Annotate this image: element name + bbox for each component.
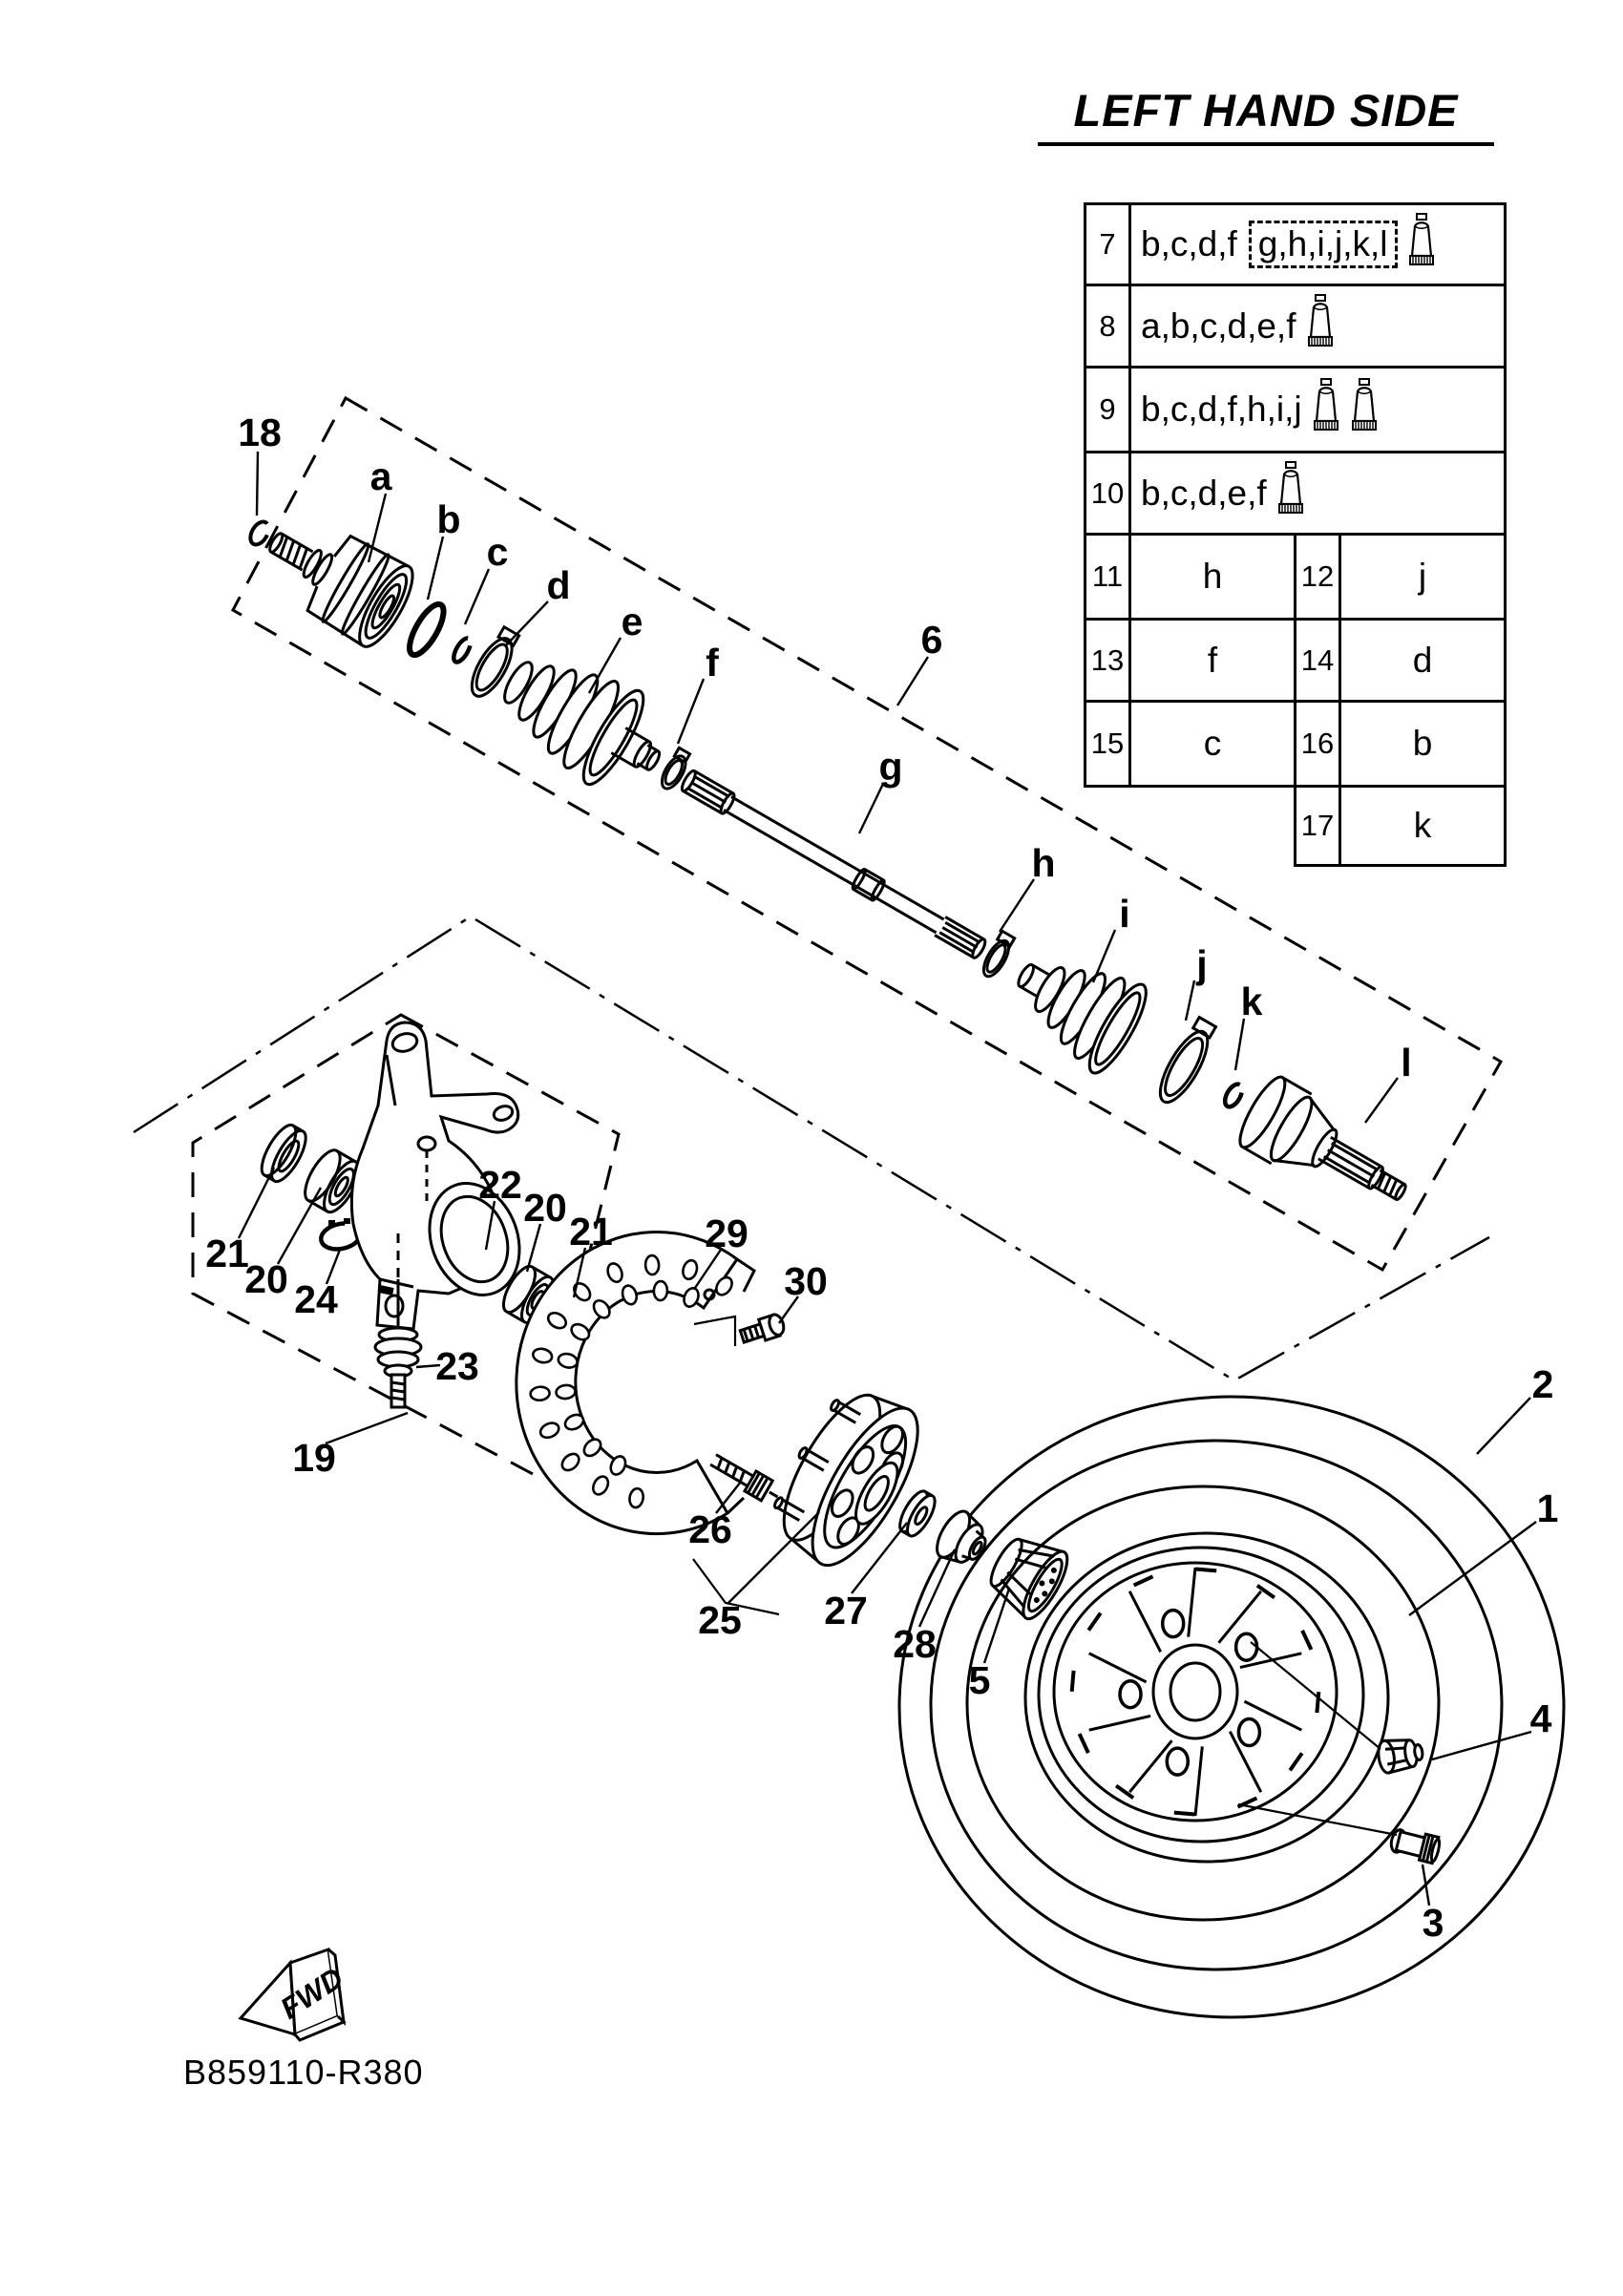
callout-label-29: 29 bbox=[705, 1211, 748, 1255]
table-row-letters bbox=[1338, 618, 1507, 703]
callout-label-b: b bbox=[436, 497, 461, 541]
callout-label-i: i bbox=[1119, 892, 1130, 936]
callout-leader-25 bbox=[727, 1512, 819, 1604]
clip-c bbox=[451, 636, 474, 664]
row-number-text: 7 bbox=[1099, 227, 1116, 261]
grease-tube-icon bbox=[1407, 213, 1436, 277]
table-row-number bbox=[1084, 618, 1131, 703]
table-row-letters bbox=[1128, 284, 1507, 369]
callout-leader-l bbox=[1365, 1078, 1398, 1123]
lug-hole bbox=[1167, 1748, 1188, 1775]
rim-slot bbox=[1174, 1813, 1195, 1815]
callout-label-2: 2 bbox=[1531, 1362, 1554, 1406]
table-row-number bbox=[1084, 366, 1131, 453]
table-row-letters bbox=[1128, 533, 1296, 621]
row-number-text: 13 bbox=[1090, 642, 1125, 677]
outer-cv-joint-a bbox=[250, 501, 423, 654]
guard-hole bbox=[654, 1281, 668, 1301]
grease-tube-icon bbox=[1312, 378, 1340, 442]
callout-label-k: k bbox=[1240, 979, 1263, 1023]
callout-label-22: 22 bbox=[478, 1163, 522, 1207]
guard-hole bbox=[645, 1255, 660, 1275]
callout-label-l: l bbox=[1401, 1041, 1412, 1085]
table-row-number bbox=[1084, 700, 1131, 788]
wheel-center-bore bbox=[1170, 1663, 1220, 1720]
callout-label-h: h bbox=[1031, 841, 1056, 885]
row-number-text: 17 bbox=[1300, 809, 1335, 842]
table-row-number bbox=[1084, 284, 1131, 369]
row-number-text: 8 bbox=[1099, 308, 1116, 343]
callout-label-f: f bbox=[706, 641, 719, 685]
table-row-letters bbox=[1128, 618, 1296, 703]
callout-label-20-left: 20 bbox=[244, 1257, 288, 1301]
callout-leader-h bbox=[1000, 879, 1034, 932]
guard-hole bbox=[530, 1386, 550, 1401]
grease-tube-icon bbox=[1276, 461, 1305, 525]
boot-band-f bbox=[657, 748, 693, 792]
callout-label-23: 23 bbox=[435, 1344, 479, 1388]
row-number-text: 15 bbox=[1090, 727, 1125, 760]
callout-leader-d bbox=[506, 601, 548, 645]
callout-label-21-left: 21 bbox=[205, 1232, 249, 1275]
row-number-text: 12 bbox=[1300, 559, 1335, 593]
row-number-text: 16 bbox=[1300, 727, 1335, 760]
letters-text: b,c,d,f,h,i,j bbox=[1141, 390, 1302, 429]
lug-hole bbox=[1120, 1681, 1141, 1708]
rim-slot bbox=[1072, 1671, 1074, 1692]
callout-leader-6 bbox=[897, 657, 928, 706]
callout-label-19: 19 bbox=[292, 1436, 336, 1480]
table-row-letters bbox=[1338, 533, 1507, 621]
callout-label-d: d bbox=[546, 563, 571, 607]
row-number-text: 10 bbox=[1090, 475, 1125, 510]
callout-label-18: 18 bbox=[238, 411, 282, 454]
callout-label-j: j bbox=[1196, 942, 1208, 986]
snap-ring-b bbox=[403, 600, 450, 660]
callout-label-g: g bbox=[878, 745, 903, 789]
callout-label-28: 28 bbox=[893, 1622, 937, 1666]
callout-label-5: 5 bbox=[968, 1658, 991, 1702]
washer-27 bbox=[895, 1487, 939, 1540]
oil-seal-21-left bbox=[255, 1121, 311, 1187]
callout-leader-j bbox=[1186, 980, 1194, 1021]
letters-text: k bbox=[1413, 806, 1432, 845]
inner-cv-joint-l bbox=[1233, 1072, 1423, 1229]
callout-leader-20-right bbox=[527, 1224, 540, 1272]
letters-text: a,b,c,d,e,f bbox=[1141, 305, 1296, 346]
part-code: B859110-R380 bbox=[183, 2053, 424, 2092]
letters-text: b,c,d,f bbox=[1141, 224, 1237, 263]
table-row-number bbox=[1084, 451, 1131, 536]
table-row-letters bbox=[1338, 700, 1507, 788]
table-row-number bbox=[1294, 618, 1341, 703]
callout-label-a: a bbox=[369, 454, 392, 498]
table-row-letters bbox=[1338, 785, 1507, 867]
table-row-letters bbox=[1128, 700, 1296, 788]
callout-leader-2 bbox=[1477, 1398, 1530, 1454]
lug-hole bbox=[1163, 1611, 1184, 1637]
callout-leader-g bbox=[859, 784, 883, 833]
callout-label-25: 25 bbox=[698, 1598, 742, 1642]
grease-tube-icon bbox=[1306, 294, 1335, 358]
letters-text: h bbox=[1202, 557, 1223, 596]
callout-label-27: 27 bbox=[824, 1589, 868, 1632]
boxed-letters: g,h,i,j,k,l bbox=[1249, 221, 1398, 268]
boot-band-j bbox=[1151, 1016, 1221, 1108]
callout-label-e: e bbox=[621, 600, 643, 643]
letters-text: d bbox=[1412, 640, 1433, 680]
callout-leader-f bbox=[678, 679, 704, 744]
letters-text: b,c,d,e,f bbox=[1141, 473, 1267, 513]
row-number-text: 11 bbox=[1091, 559, 1124, 593]
letters-text: b bbox=[1412, 724, 1433, 763]
callout-leader-k bbox=[1235, 1019, 1244, 1070]
row-number-text: 14 bbox=[1300, 642, 1335, 677]
outer-boot-e bbox=[484, 632, 683, 809]
table-row-letters bbox=[1128, 451, 1507, 536]
callout-leader-c bbox=[465, 569, 489, 624]
inner-boot-i bbox=[997, 930, 1155, 1080]
rim-slot bbox=[1317, 1692, 1318, 1713]
letters-text: j bbox=[1418, 557, 1427, 596]
callout-label-24: 24 bbox=[294, 1277, 338, 1321]
callout-label-4: 4 bbox=[1529, 1696, 1552, 1740]
guard-bolt-30 bbox=[739, 1313, 787, 1347]
fwd-arrow bbox=[241, 1949, 349, 2040]
table-row-number bbox=[1084, 533, 1131, 621]
row-number-text: 9 bbox=[1099, 392, 1116, 426]
callout-leader-b bbox=[428, 537, 443, 600]
lug-hole bbox=[1238, 1719, 1259, 1746]
grease-tube-icon bbox=[1350, 378, 1379, 442]
table-row-number bbox=[1294, 785, 1341, 867]
table-row-letters bbox=[1128, 202, 1507, 286]
rim-slot bbox=[1195, 1569, 1216, 1571]
callout-label-26: 26 bbox=[688, 1507, 732, 1551]
fwd-label: FWD bbox=[274, 1961, 349, 2026]
grease-reference-table bbox=[1084, 202, 1509, 870]
callout-leader-19 bbox=[326, 1413, 408, 1443]
lug-hole bbox=[1236, 1633, 1257, 1660]
table-row-number bbox=[1294, 533, 1341, 621]
wheel bbox=[899, 1397, 1564, 2017]
guard-hole bbox=[556, 1384, 576, 1400]
guard-bolt-bracket-line bbox=[694, 1317, 735, 1346]
clip-k bbox=[1221, 1082, 1245, 1110]
letters-text: f bbox=[1207, 640, 1218, 680]
callout-label-3: 3 bbox=[1422, 1901, 1444, 1945]
callout-leader-20-left bbox=[278, 1188, 321, 1264]
table-row-letters bbox=[1128, 366, 1507, 453]
table-row-number bbox=[1294, 700, 1341, 788]
callout-label-c: c bbox=[486, 530, 509, 574]
axle-shaft-g bbox=[680, 769, 988, 960]
callout-leader-18 bbox=[257, 452, 258, 516]
callout-label-30: 30 bbox=[784, 1259, 828, 1303]
callout-label-21-right: 21 bbox=[569, 1210, 613, 1253]
page-title: LEFT HAND SIDE bbox=[1038, 84, 1494, 146]
letters-text: c bbox=[1203, 724, 1222, 763]
callout-label-1: 1 bbox=[1536, 1486, 1559, 1530]
table-row-number bbox=[1084, 202, 1131, 286]
callout-label-6: 6 bbox=[920, 618, 943, 662]
callout-label-20-right: 20 bbox=[523, 1186, 567, 1230]
callout-leader-21-left bbox=[239, 1168, 274, 1238]
